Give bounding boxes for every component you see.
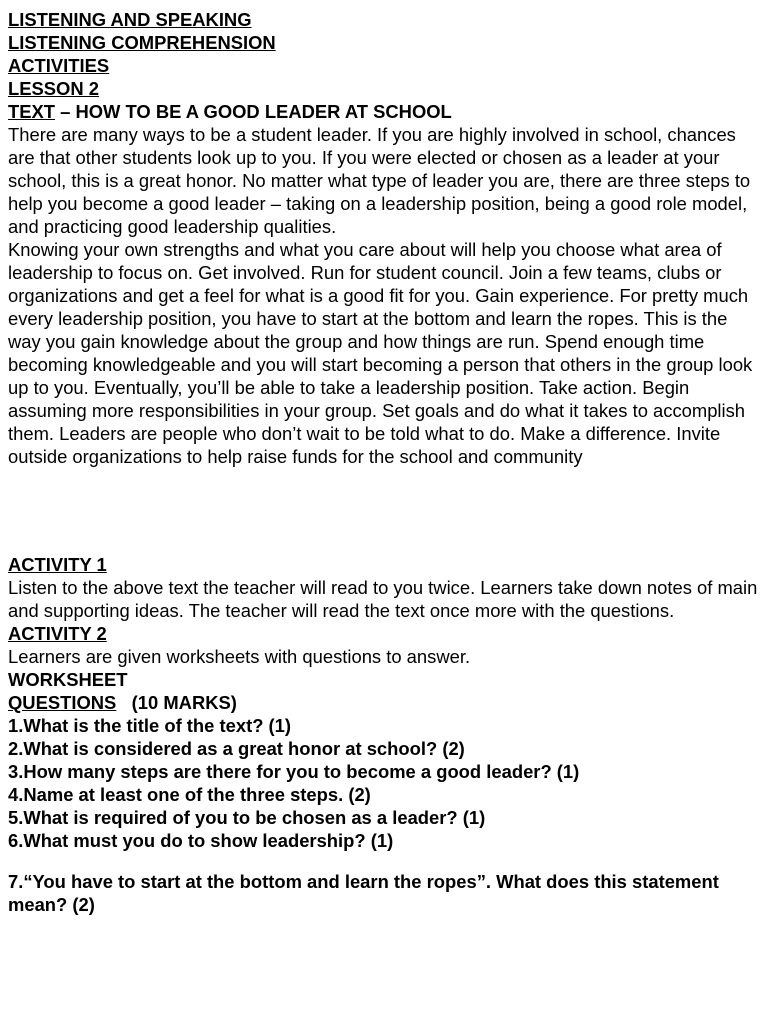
section-heading: ACTIVITIES [8, 55, 110, 76]
text-label: TEXT [8, 101, 56, 122]
question-item: 4.Name at least one of the three steps. (2) [8, 784, 371, 805]
question-item: 3.How many steps are there for you to become a good leader? (1) [8, 761, 580, 782]
question-item: 6.What must you do to show leadership? (1) [8, 830, 394, 851]
passage-paragraph-1: There are many ways to be a student leader. If you are highly involved in school, chances are that other students look up to you. If you were elected or chosen as a leader at your school, this is a great honor. No matter what type of leader you are, there are three steps to help you become a good leader – taking on a leadership position, being a good role model, and practicing good leadership qualities. [8, 124, 751, 237]
text-title: – HOW TO BE A GOOD LEADER AT SCHOOL [55, 101, 452, 122]
lesson-heading: LESSON 2 [8, 78, 99, 99]
questions-label: QUESTIONS [8, 692, 117, 713]
text-title-line [8, 100, 768, 123]
activity-1-text: Listen to the above text the teacher will read to you twice. Learners take down notes of main and supporting ideas. The teacher will read the text once more with the questions. [8, 577, 758, 621]
blank-space [8, 468, 768, 553]
activity-2-heading: ACTIVITY 2 [8, 623, 107, 644]
topic-heading: LISTENING COMPREHENSION [8, 32, 276, 53]
activity-1-heading: ACTIVITY 1 [8, 554, 107, 575]
question-item: 5.What is required of you to be chosen as a leader? (1) [8, 807, 486, 828]
passage-paragraph-2: Knowing your own strengths and what you care about will help you choose what area of leadership to focus on. Get involved. Run for student council. Join a few teams, clubs or organizations and get a feel for what is a good fit for you. Gain experience. For pretty much every leadership position, you have to start at the bottom and learn the ropes. This is the way you gain knowledge about the group and how things are run. Spend enough time becoming knowledgeable and you will start becoming a person that others in the group look up to you. Eventually, you’ll be able to take a leadership position. Take action. Begin assuming more responsibilities in your group. Set goals and do what it takes to accomplish them. Leaders are people who don’t wait to be told what to do. Make a difference. Invite outside organizations to help raise funds for the school and community [8, 239, 753, 467]
question-item: 1.What is the title of the text? (1) [8, 715, 292, 736]
questions-marks: (10 MARKS) [116, 692, 237, 713]
question-item: 2.What is considered as a great honor at school? (2) [8, 738, 465, 759]
question-item: 7.“You have to start at the bottom and learn the ropes”. What does this statement mean? (2) [8, 871, 719, 916]
questions-heading-line [8, 691, 768, 714]
worksheet-heading: WORKSHEET [8, 669, 128, 690]
strand-heading: LISTENING AND SPEAKING [8, 9, 252, 30]
activity-2-text: Learners are given worksheets with questions to answer. [8, 646, 471, 667]
